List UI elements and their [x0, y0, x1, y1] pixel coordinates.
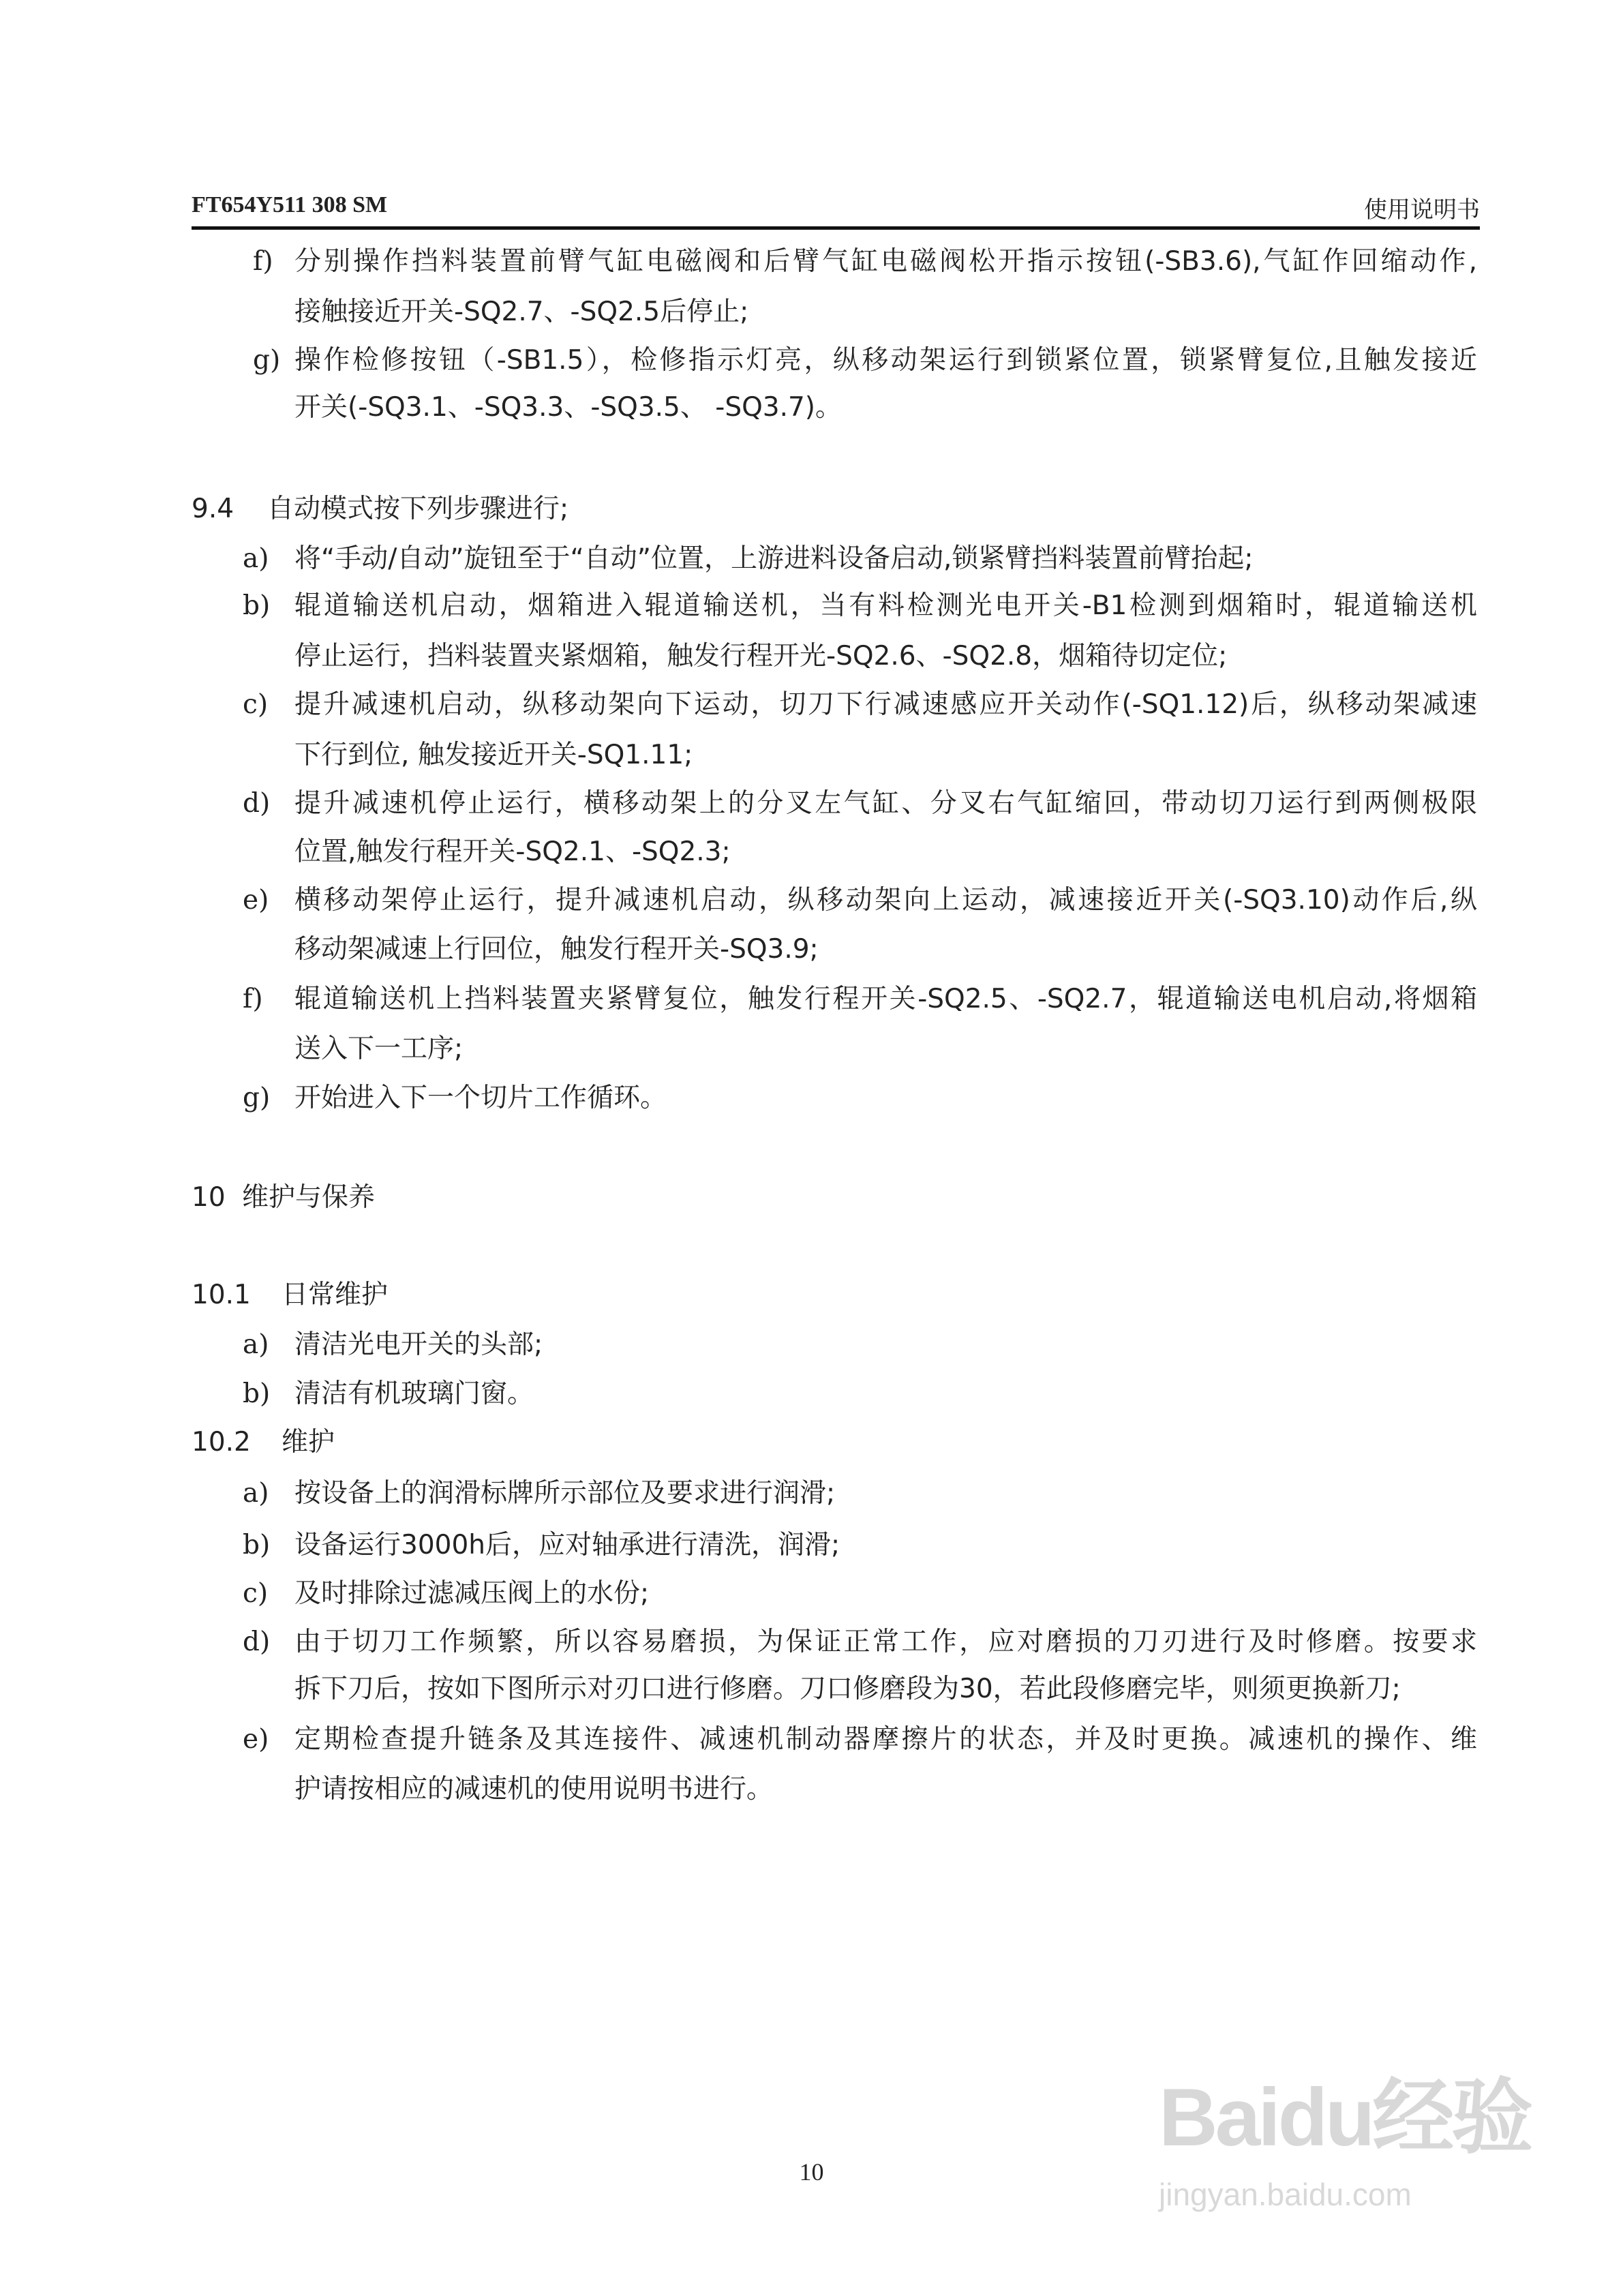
section-title: 自动模式按下列步骤进行;: [267, 494, 569, 524]
list-item-label: c): [243, 1578, 269, 1609]
section-title: 维护与保养: [242, 1182, 376, 1213]
list-item-text: 停止运行，挡料装置夹紧烟箱，触发行程开光-SQ2.6、-SQ2.8，烟箱待切定位;: [294, 641, 1228, 671]
list-item-text: 横移动架停止运行，提升减速机启动，纵移动架向上运动，减速接近开关(-SQ3.10)动作后,纵: [294, 885, 1477, 916]
document-type: 使用说明书: [1364, 196, 1480, 224]
document-code: FT654Y511 308 SM: [192, 192, 388, 217]
section-number: 10: [192, 1182, 226, 1213]
section-number: 10.1: [192, 1280, 251, 1310]
list-item-label: e): [243, 885, 269, 916]
watermark-url: jingyan.baidu.com: [1159, 2177, 1412, 2212]
list-item-text: 开始进入下一个切片工作循环。: [294, 1083, 667, 1113]
watermark-logo: Baidu经验: [1159, 2072, 1531, 2163]
header-rule: [192, 226, 1480, 230]
section-title: 维护: [282, 1427, 335, 1457]
list-item-text: 移动架减速上行回位，触发行程开关-SQ3.9;: [294, 934, 819, 965]
baidu-watermark: [1159, 2052, 1541, 2270]
list-item-text: 及时排除过滤减压阀上的水份;: [294, 1578, 650, 1609]
list-item-text: 提升减速机启动，纵移动架向下运动，切刀下行减速感应开关动作(-SQ1.12)后，纵移动架减速: [294, 689, 1477, 720]
list-item-label: g): [243, 1083, 271, 1113]
list-item-label: d): [243, 1627, 271, 1657]
list-item-label: f): [243, 984, 263, 1014]
list-item-text: 接触接近开关-SQ2.7、-SQ2.5后停止;: [294, 297, 749, 327]
list-item-text: 按设备上的润滑标牌所示部位及要求进行润滑;: [294, 1478, 836, 1509]
section-title: 日常维护: [282, 1280, 389, 1310]
list-item-text: 定期检查提升链条及其连接件、减速机制动器摩擦片的状态，并及时更换。减速机的操作、维: [294, 1724, 1477, 1755]
list-item-text: 清洁有机玻璃门窗。: [294, 1378, 534, 1409]
list-item-label: b): [243, 1378, 271, 1409]
list-item-text: 护请按相应的减速机的使用说明书进行。: [294, 1774, 774, 1804]
list-item-text: 由于切刀工作频繁，所以容易磨损，为保证正常工作，应对磨损的刀刃进行及时修磨。按要求: [294, 1627, 1477, 1657]
page-number: 10: [799, 2158, 824, 2186]
list-item-text: 设备运行3000h后，应对轴承进行清洗，润滑;: [294, 1530, 840, 1560]
list-item-label: f): [253, 246, 273, 277]
list-item-text: 下行到位, 触发接近开关-SQ1.11;: [294, 740, 693, 770]
list-item-label: e): [243, 1724, 269, 1755]
list-item-label: b): [243, 590, 271, 621]
list-item-text: 辊道输送机上挡料装置夹紧臂复位，触发行程开关-SQ2.5、-SQ2.7，辊道输送电机启动,将烟箱: [294, 984, 1477, 1014]
list-item-text: 清洁光电开关的头部;: [294, 1329, 543, 1360]
list-item-label: b): [243, 1530, 271, 1560]
list-item-text: 将“手动/自动”旋钮至于“自动”位置，上游进料设备启动,锁紧臂挡料装置前臂抬起;: [294, 543, 1254, 574]
list-item-text: 提升减速机停止运行，横移动架上的分叉左气缸、分叉右气缸缩回，带动切刀运行到两侧极限: [294, 788, 1477, 819]
list-item-label: a): [243, 1329, 269, 1360]
list-item-text: 分别操作挡料装置前臂气缸电磁阀和后臂气缸电磁阀松开指示按钮(-SB3.6),气缸作回缩动作,: [294, 246, 1477, 277]
list-item-label: a): [243, 1478, 269, 1509]
section-number: 9.4: [192, 494, 234, 524]
list-item-label: a): [243, 543, 269, 574]
list-item-text: 开关(-SQ3.1、-SQ3.3、-SQ3.5、 -SQ3.7)。: [294, 392, 843, 423]
list-item-text: 拆下刀后，按如下图所示对刃口进行修磨。刀口修磨段为30，若此段修磨完毕，则须更换新刀;: [294, 1674, 1401, 1704]
list-item-text: 辊道输送机启动，烟箱进入辊道输送机，当有料检测光电开关-B1检测到烟箱时，辊道输送机: [294, 590, 1477, 621]
list-item-label: d): [243, 788, 271, 819]
list-item-text: 送入下一工序;: [294, 1033, 464, 1064]
list-item-text: 位置,触发行程开关-SQ2.1、-SQ2.3;: [294, 836, 731, 867]
list-item-label: c): [243, 689, 269, 720]
section-number: 10.2: [192, 1427, 251, 1457]
list-item-text: 操作检修按钮（-SB1.5），检修指示灯亮，纵移动架运行到锁紧位置，锁紧臂复位,且触发接近: [294, 345, 1477, 376]
list-item-label: g): [253, 345, 281, 376]
